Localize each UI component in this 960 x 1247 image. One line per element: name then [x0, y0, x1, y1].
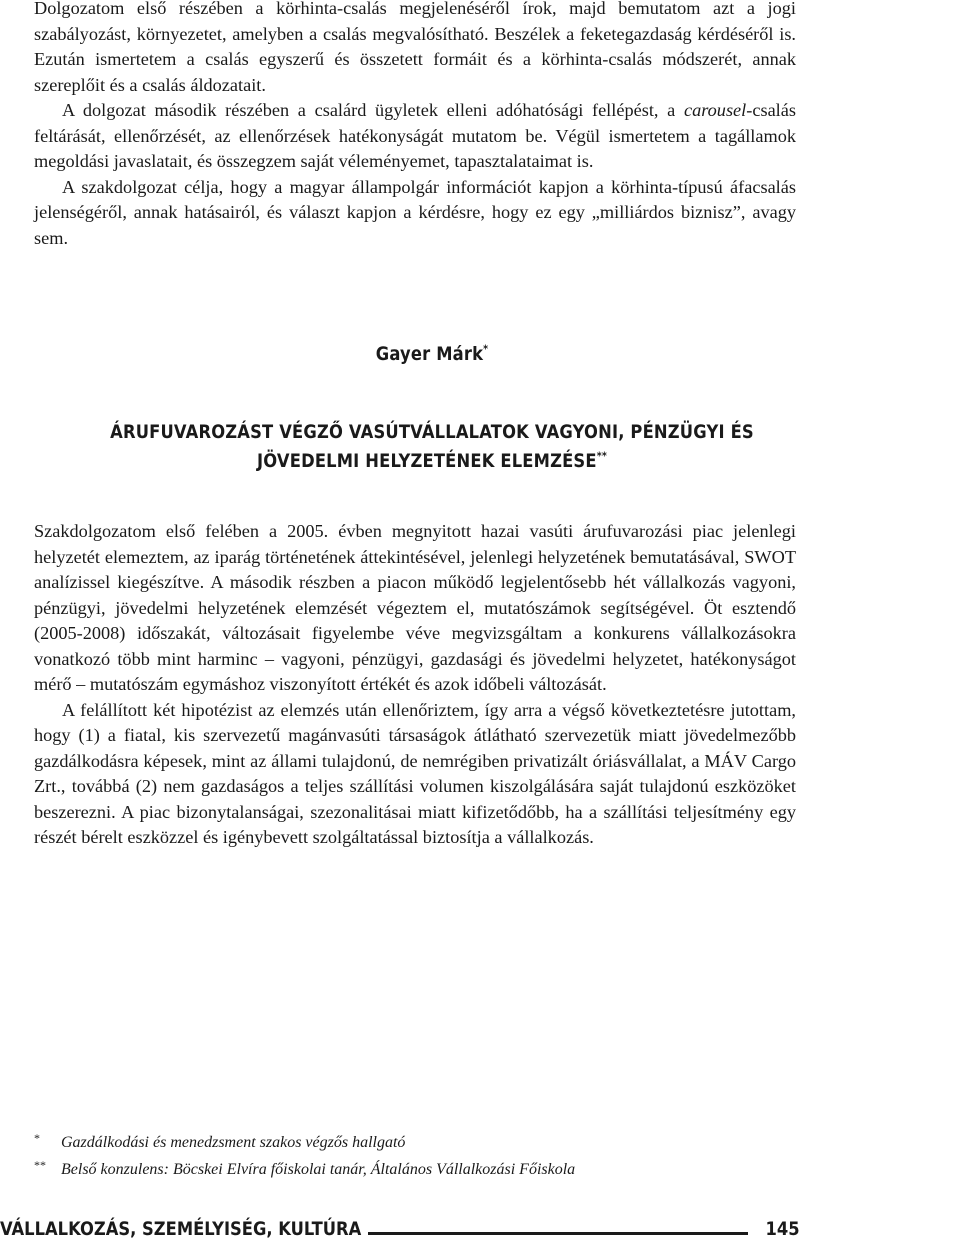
article-title: [90, 418, 775, 476]
title-footnote-mark: **: [596, 449, 607, 463]
footnote-2-mark: **: [34, 1158, 46, 1172]
abstract-paragraph-2: A felállított két hipotézist az elemzés után ellenőriztem, így arra a végső következtetésre jutottam, hogy (1) a fiatal, kis szervezetű magánvasúti társaságok átlátható szervezetük miatt jövedelmezőbb gazdálkodásra képesek, mint az állami tulajdonú, de nemrégiben privatizált óriásvállalat, a MÁV Cargo Zrt., továbbá (2) nem gazdaságos a teljes szállítási volumen kiszolgálására saját tulajdonú eszközöket beszerezni. A piac bizonytalanságai, szezonalitásai miatt kifizetődőbb, ha a szállítási teljesítmény egy részét bérelt eszközzel és igénybevett szolgáltatással biztosítja a vállalkozás.: [34, 699, 796, 847]
title-line-2: [90, 447, 775, 476]
page-number: 145: [765, 1218, 800, 1240]
abstract-section: [34, 519, 796, 851]
para2-text-a: A dolgozat második részében a csalárd ügyletek elleni adóhatósági fellépést, a: [62, 100, 684, 120]
footnote-1-mark: *: [34, 1131, 40, 1145]
footnote-2: [34, 1156, 834, 1183]
footnote-1-text: Gazdálkodási és menedzsment szakos végzős hallgató: [61, 1134, 406, 1151]
intro-paragraph-2: [34, 98, 796, 175]
footnote-1: [34, 1129, 834, 1156]
author-name: [90, 343, 775, 365]
page-footer: [0, 1213, 800, 1247]
author-name-text: Gayer Márk: [375, 343, 484, 365]
para2-text-b: -csalás feltárását, ellenőrzését, az ellenőrzések hatékonyságát mutatom be.: [34, 100, 796, 146]
footnotes: [34, 1129, 834, 1183]
author-footnote-mark: *: [483, 342, 489, 356]
intro-paragraph-1: Dolgozatom első részében a körhinta-csalás megjelenéséről írok, majd bemutatom azt a jogi szabályozást, környezetet, amelyben a csalás megvalósítható. Beszélek a feketegazdaság kérdéséről is. Ezután ismertetem a csalás egyszerű és összetett formáit és a körhinta-csalás módszerét, annak szereplőit és a csalás áldozatait.: [34, 0, 796, 95]
title-line-1: ÁRUFUVAROZÁST VÉGZŐ VASÚTVÁLLALATOK VAGYONI, PÉNZÜGYI ÉS: [110, 421, 754, 443]
footer-rule: [368, 1232, 748, 1235]
intro-section: [34, 0, 796, 251]
para2-text-c: Végül ismertetem a tagállamok megoldási javaslatait, és összegzem saját véleményemet, tapasztalataimat is.: [34, 125, 796, 171]
para2-italic-term: carousel: [683, 100, 747, 120]
abstract-paragraph-1: Szakdolgozatom első felében a 2005. évben megnyitott hazai vasúti árufuvarozási piac jelenlegi helyzetét elemeztem, az iparág történetének áttekintésével, jelenlegi helyzetének bemutatásával, SWOT analízissel kiegészítve. A második részben a piacon működő legjelentősebb hét vállalkozás vagyoni, pénzügyi, jövedelmi helyzetének elemzését végeztem el, mutatószámok segítségével. Öt esztendő (2005-2008) időszakát, változásait figyelembe véve megvizsgáltam a konkurens vállalkozásokra vonatkozó több mint harminc – vagyoni, pénzügyi, gazdasági és jövedelmi helyzetet, hatékonyságot mérő – mutatószám egymáshoz viszonyított értékét és azok időbeli változását.: [34, 521, 796, 694]
footnote-2-text: Belső konzulens: Böcskei Elvíra főiskolai tanár, Általános Vállalkozási Főiskola: [61, 1161, 576, 1178]
title-line-2-text: JÖVEDELMI HELYZETÉNEK ELEMZÉSE: [257, 450, 597, 472]
journal-name: VÁLLALKOZÁS, SZEMÉLYISÉG, KULTÚRA: [0, 1218, 362, 1240]
intro-paragraph-3: A szakdolgozat célja, hogy a magyar állampolgár információt kapjon a körhinta-típusú áfacsalás jelenségéről, annak hatásairól, és választ kapjon a kérdésre, hogy ez egy „milliárdos biznisz”, avagy sem.: [34, 176, 796, 248]
